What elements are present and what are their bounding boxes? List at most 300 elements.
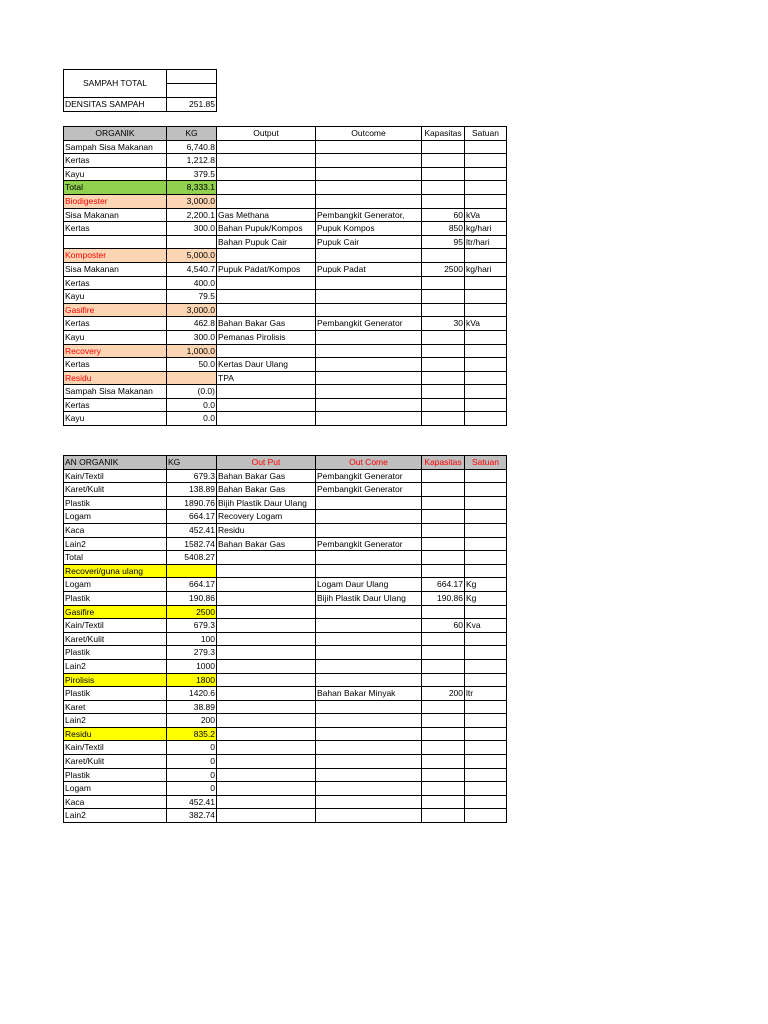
organik-cell[interactable] [465,290,507,304]
organik-cell[interactable]: Biodigester [64,194,167,208]
anorganik-cell[interactable]: 664.17 [167,510,217,524]
organik-cell[interactable]: 2500 [422,262,465,276]
organik-cell[interactable]: Kayu [64,290,167,304]
anorganik-cell[interactable] [217,564,316,578]
anorganik-cell[interactable] [465,727,507,741]
organik-cell[interactable]: Gasifire [64,303,167,317]
anorganik-cell[interactable] [217,727,316,741]
anorganik-cell[interactable]: 0 [167,741,217,755]
anorganik-cell[interactable]: 0 [167,768,217,782]
anorganik-cell[interactable] [422,714,465,728]
organik-cell[interactable]: Bahan Pupuk Cair [217,235,316,249]
organik-cell[interactable] [64,235,167,249]
anorganik-cell[interactable]: Bijih Plastik Daur Ulang [316,591,422,605]
organik-cell[interactable]: (0.0) [167,385,217,399]
anorganik-cell[interactable] [217,632,316,646]
anorganik-cell[interactable] [217,659,316,673]
anorganik-cell[interactable] [422,768,465,782]
organik-header-cell[interactable]: Output [217,127,316,141]
organik-cell[interactable]: 462.8 [167,317,217,331]
organik-cell[interactable] [217,167,316,181]
anorganik-cell[interactable]: Kg [465,578,507,592]
anorganik-cell[interactable] [316,619,422,633]
anorganik-cell[interactable]: Kaca [64,523,167,537]
anorganik-cell[interactable] [465,795,507,809]
organik-cell[interactable] [465,276,507,290]
anorganik-cell[interactable] [316,523,422,537]
organik-cell[interactable]: 2,200.1 [167,208,217,222]
organik-cell[interactable]: Kertas [64,276,167,290]
anorganik-cell[interactable] [316,782,422,796]
anorganik-cell[interactable] [316,755,422,769]
anorganik-cell[interactable] [217,700,316,714]
anorganik-cell[interactable] [316,741,422,755]
organik-cell[interactable] [217,181,316,195]
anorganik-cell[interactable] [422,700,465,714]
anorganik-cell[interactable] [465,564,507,578]
anorganik-cell[interactable] [217,795,316,809]
anorganik-cell[interactable]: 190.86 [167,591,217,605]
organik-cell[interactable] [422,181,465,195]
anorganik-cell[interactable]: 38.89 [167,700,217,714]
organik-cell[interactable] [217,385,316,399]
organik-cell[interactable]: Pembangkit Generator, [316,208,422,222]
anorganik-cell[interactable]: Karet/Kulit [64,755,167,769]
anorganik-cell[interactable] [316,714,422,728]
organik-header-cell[interactable]: Outcome [316,127,422,141]
anorganik-cell[interactable] [465,809,507,823]
anorganik-cell[interactable] [217,619,316,633]
anorganik-cell[interactable] [422,795,465,809]
organik-cell[interactable] [316,194,422,208]
anorganik-cell[interactable] [422,605,465,619]
organik-cell[interactable] [422,385,465,399]
anorganik-cell[interactable]: 5408.27 [167,551,217,565]
organik-cell[interactable]: Pupuk Padat [316,262,422,276]
organik-cell[interactable]: Residu [64,371,167,385]
organik-cell[interactable]: Kayu [64,167,167,181]
organik-cell[interactable]: Kertas [64,398,167,412]
anorganik-cell[interactable]: 1420.6 [167,687,217,701]
organik-cell[interactable] [217,398,316,412]
anorganik-cell[interactable] [316,496,422,510]
organik-cell[interactable]: 850 [422,222,465,236]
organik-cell[interactable]: 3,000.0 [167,303,217,317]
organik-cell[interactable]: 0.0 [167,412,217,426]
organik-cell[interactable] [316,344,422,358]
anorganik-cell[interactable] [316,510,422,524]
organik-cell[interactable] [422,167,465,181]
organik-header-cell[interactable]: ORGANIK [64,127,167,141]
organik-cell[interactable] [316,330,422,344]
anorganik-cell[interactable] [422,632,465,646]
anorganik-cell[interactable] [316,605,422,619]
anorganik-cell[interactable] [422,564,465,578]
organik-cell[interactable] [465,358,507,372]
organik-cell[interactable]: Sisa Makanan [64,262,167,276]
organik-cell[interactable] [422,412,465,426]
anorganik-cell[interactable] [316,659,422,673]
anorganik-cell[interactable] [422,483,465,497]
anorganik-cell[interactable]: 835.2 [167,727,217,741]
organik-cell[interactable]: Recovery [64,344,167,358]
organik-cell[interactable]: Total [64,181,167,195]
organik-cell[interactable] [422,249,465,263]
anorganik-cell[interactable]: Kain/Textil [64,469,167,483]
anorganik-table-row [64,483,507,497]
organik-cell[interactable]: 3,000.0 [167,194,217,208]
anorganik-cell[interactable]: Residu [217,523,316,537]
anorganik-cell[interactable] [316,768,422,782]
anorganik-cell[interactable]: 452.41 [167,795,217,809]
anorganik-cell[interactable]: 0 [167,755,217,769]
anorganik-cell[interactable] [465,646,507,660]
anorganik-cell[interactable]: 200 [167,714,217,728]
anorganik-cell[interactable]: Bahan Bakar Gas [217,469,316,483]
anorganik-cell[interactable]: Kain/Textil [64,619,167,633]
anorganik-cell[interactable]: Logam [64,510,167,524]
organik-cell[interactable]: Pemanas Pirolisis [217,330,316,344]
organik-cell[interactable]: 6,740.8 [167,140,217,154]
anorganik-cell[interactable]: 190.86 [422,591,465,605]
organik-cell[interactable]: 1,000.0 [167,344,217,358]
anorganik-cell[interactable] [316,795,422,809]
anorganik-cell[interactable]: Recoveri/guna ulang [64,564,167,578]
anorganik-cell[interactable] [217,755,316,769]
anorganik-cell[interactable]: 1000 [167,659,217,673]
anorganik-cell[interactable]: 1800 [167,673,217,687]
organik-cell[interactable]: kVa [465,208,507,222]
organik-cell[interactable] [217,154,316,168]
organik-cell[interactable]: 1,212.8 [167,154,217,168]
anorganik-cell[interactable] [465,496,507,510]
anorganik-cell[interactable] [217,551,316,565]
anorganik-cell[interactable] [217,605,316,619]
organik-cell[interactable]: Kayu [64,412,167,426]
anorganik-cell[interactable] [422,537,465,551]
anorganik-cell[interactable]: Logam [64,578,167,592]
organik-cell[interactable]: 0.0 [167,398,217,412]
summary-total-label[interactable]: SAMPAH TOTAL [64,70,167,98]
anorganik-cell[interactable] [465,755,507,769]
anorganik-cell[interactable]: Kaca [64,795,167,809]
anorganik-cell[interactable] [422,523,465,537]
organik-cell[interactable] [465,140,507,154]
anorganik-cell[interactable] [465,551,507,565]
organik-cell[interactable] [316,276,422,290]
anorganik-cell[interactable]: Bahan Bakar Gas [217,537,316,551]
anorganik-cell[interactable] [167,564,217,578]
anorganik-cell[interactable]: 679.3 [167,619,217,633]
organik-cell[interactable] [167,235,217,249]
organik-cell[interactable] [316,249,422,263]
anorganik-cell[interactable] [465,483,507,497]
anorganik-cell[interactable] [465,741,507,755]
anorganik-cell[interactable] [217,687,316,701]
anorganik-cell[interactable]: Plastik [64,591,167,605]
anorganik-cell[interactable]: 382.74 [167,809,217,823]
anorganik-cell[interactable]: Karet/Kulit [64,632,167,646]
organik-cell[interactable] [465,303,507,317]
organik-cell[interactable] [316,398,422,412]
anorganik-cell[interactable]: Bijih Plastik Daur Ulang [217,496,316,510]
anorganik-cell[interactable] [422,673,465,687]
anorganik-cell[interactable]: Plastik [64,768,167,782]
anorganik-cell[interactable] [465,469,507,483]
organik-cell[interactable]: TPA [217,371,316,385]
organik-cell[interactable]: 30 [422,317,465,331]
anorganik-cell[interactable]: Lain2 [64,537,167,551]
organik-cell[interactable] [422,358,465,372]
anorganik-cell[interactable] [422,646,465,660]
organik-cell[interactable] [316,181,422,195]
anorganik-cell[interactable] [422,551,465,565]
anorganik-header-cell[interactable]: Out Put [217,456,316,470]
summary-total-value-2[interactable] [167,84,217,98]
anorganik-cell[interactable] [465,673,507,687]
organik-cell[interactable] [217,276,316,290]
anorganik-cell[interactable] [316,809,422,823]
anorganik-cell[interactable] [217,714,316,728]
organik-cell[interactable]: Kertas [64,317,167,331]
anorganik-cell[interactable]: Kain/Textil [64,741,167,755]
anorganik-cell[interactable] [465,523,507,537]
anorganik-cell[interactable] [316,632,422,646]
anorganik-cell[interactable]: Pembangkit Generator [316,537,422,551]
anorganik-cell[interactable]: Pembangkit Generator [316,469,422,483]
organik-cell[interactable]: Bahan Pupuk/Kompos [217,222,316,236]
organik-cell[interactable]: Kertas [64,222,167,236]
organik-cell[interactable]: 400.0 [167,276,217,290]
organik-cell[interactable]: Sampah Sisa Makanan [64,385,167,399]
organik-cell[interactable]: Kertas [64,358,167,372]
organik-header-cell[interactable]: Kapasitas [422,127,465,141]
organik-cell[interactable] [316,385,422,399]
anorganik-cell[interactable] [422,659,465,673]
anorganik-cell[interactable]: Recovery Logam [217,510,316,524]
organik-cell[interactable] [465,249,507,263]
organik-cell[interactable]: 4,540.7 [167,262,217,276]
organik-cell[interactable] [465,330,507,344]
anorganik-cell[interactable] [217,578,316,592]
organik-cell[interactable] [217,303,316,317]
organik-cell[interactable] [217,194,316,208]
organik-cell[interactable] [465,344,507,358]
organik-cell[interactable]: ltr/hari [465,235,507,249]
anorganik-cell[interactable] [217,741,316,755]
organik-cell[interactable]: Pupuk Padat/Kompos [217,262,316,276]
anorganik-cell[interactable] [316,646,422,660]
organik-cell[interactable] [465,371,507,385]
anorganik-cell[interactable] [316,700,422,714]
anorganik-cell[interactable] [316,564,422,578]
organik-cell[interactable]: kg/hari [465,222,507,236]
anorganik-cell[interactable] [465,700,507,714]
anorganik-cell[interactable]: 1582.74 [167,537,217,551]
anorganik-cell[interactable] [422,727,465,741]
organik-header-cell[interactable]: Satuan [465,127,507,141]
anorganik-cell[interactable] [316,727,422,741]
organik-cell[interactable] [316,358,422,372]
organik-cell[interactable]: kg/hari [465,262,507,276]
anorganik-cell[interactable]: 0 [167,782,217,796]
organik-cell[interactable]: kVa [465,317,507,331]
anorganik-cell[interactable] [422,755,465,769]
anorganik-cell[interactable]: 60 [422,619,465,633]
organik-cell[interactable] [316,140,422,154]
organik-cell[interactable]: 379.5 [167,167,217,181]
anorganik-cell[interactable] [422,782,465,796]
anorganik-cell[interactable] [422,809,465,823]
anorganik-cell[interactable]: 1890.76 [167,496,217,510]
organik-cell[interactable]: Gas Methana [217,208,316,222]
anorganik-cell[interactable] [465,714,507,728]
organik-cell[interactable] [422,344,465,358]
organik-cell[interactable] [465,412,507,426]
anorganik-cell[interactable]: 664.17 [167,578,217,592]
anorganik-header-cell[interactable]: Out Come [316,456,422,470]
organik-cell[interactable] [217,249,316,263]
anorganik-cell[interactable] [422,469,465,483]
anorganik-cell[interactable]: Karet [64,700,167,714]
organik-cell[interactable] [465,154,507,168]
anorganik-cell[interactable]: 138.89 [167,483,217,497]
anorganik-header-cell[interactable]: AN ORGANIK [64,456,167,470]
anorganik-cell[interactable] [217,591,316,605]
anorganik-cell[interactable]: 452.41 [167,523,217,537]
organik-cell[interactable] [316,303,422,317]
anorganik-cell[interactable] [422,741,465,755]
organik-cell[interactable]: 60 [422,208,465,222]
anorganik-header-cell[interactable]: Satuan [465,456,507,470]
organik-cell[interactable] [422,303,465,317]
organik-cell[interactable] [422,330,465,344]
anorganik-cell[interactable]: Lain2 [64,659,167,673]
organik-cell[interactable] [316,412,422,426]
organik-cell[interactable]: Kertas [64,154,167,168]
anorganik-cell[interactable]: Pembangkit Generator [316,483,422,497]
organik-cell[interactable]: Bahan Bakar Gas [217,317,316,331]
anorganik-cell[interactable] [465,782,507,796]
anorganik-header-cell[interactable]: KG [167,456,217,470]
anorganik-cell[interactable] [465,768,507,782]
organik-cell[interactable]: Kertas Daur Ulang [217,358,316,372]
organik-cell[interactable] [217,140,316,154]
anorganik-cell[interactable]: Kg [465,591,507,605]
anorganik-cell[interactable] [217,673,316,687]
anorganik-cell[interactable]: Total [64,551,167,565]
organik-cell[interactable] [167,371,217,385]
anorganik-cell[interactable]: Kva [465,619,507,633]
anorganik-cell[interactable] [217,768,316,782]
organik-cell[interactable] [465,194,507,208]
organik-header-cell[interactable]: KG [167,127,217,141]
anorganik-cell[interactable] [217,646,316,660]
organik-cell[interactable] [422,276,465,290]
anorganik-cell[interactable]: ltr [465,687,507,701]
anorganik-cell[interactable]: Lain2 [64,714,167,728]
anorganik-cell[interactable] [465,659,507,673]
anorganik-cell[interactable]: Plastik [64,687,167,701]
anorganik-cell[interactable]: Bahan Bakar Minyak [316,687,422,701]
anorganik-cell[interactable]: 679.3 [167,469,217,483]
organik-cell[interactable] [422,154,465,168]
organik-cell[interactable] [465,167,507,181]
anorganik-header-cell[interactable]: Kapasitas [422,456,465,470]
anorganik-cell[interactable]: Gasifire [64,605,167,619]
organik-cell[interactable] [465,181,507,195]
anorganik-cell[interactable] [316,551,422,565]
anorganik-cell[interactable]: Bahan Bakar Gas [217,483,316,497]
anorganik-cell[interactable] [422,496,465,510]
organik-cell[interactable]: 79.5 [167,290,217,304]
organik-cell[interactable] [422,194,465,208]
organik-cell[interactable] [422,371,465,385]
organik-cell[interactable]: 95 [422,235,465,249]
organik-cell[interactable] [465,385,507,399]
organik-cell[interactable]: Komposter [64,249,167,263]
organik-cell[interactable] [316,371,422,385]
organik-cell[interactable] [422,140,465,154]
anorganik-cell[interactable]: 100 [167,632,217,646]
anorganik-cell[interactable] [465,632,507,646]
organik-cell[interactable] [316,290,422,304]
organik-cell[interactable]: 300.0 [167,330,217,344]
anorganik-cell[interactable]: 200 [422,687,465,701]
organik-cell[interactable] [422,290,465,304]
anorganik-cell[interactable] [316,673,422,687]
anorganik-cell[interactable]: Plastik [64,496,167,510]
anorganik-cell[interactable]: Pirolisis [64,673,167,687]
anorganik-cell[interactable] [422,510,465,524]
summary-density-value[interactable]: 251.85 [167,98,217,112]
organik-cell[interactable]: 300.0 [167,222,217,236]
organik-cell[interactable]: Kayu [64,330,167,344]
anorganik-cell[interactable]: 2500 [167,605,217,619]
organik-cell[interactable]: 50.0 [167,358,217,372]
organik-cell[interactable]: 5,000.0 [167,249,217,263]
organik-cell[interactable]: 8,333.1 [167,181,217,195]
organik-cell[interactable]: Pupuk Cair [316,235,422,249]
anorganik-cell[interactable]: Logam [64,782,167,796]
organik-cell[interactable] [217,290,316,304]
summary-total-value-1[interactable] [167,70,217,84]
anorganik-cell[interactable] [465,510,507,524]
organik-cell[interactable] [422,398,465,412]
organik-cell[interactable]: Sisa Makanan [64,208,167,222]
anorganik-cell[interactable]: 664.17 [422,578,465,592]
organik-cell[interactable] [217,412,316,426]
anorganik-cell[interactable]: Plastik [64,646,167,660]
organik-cell[interactable]: Pembangkit Generator [316,317,422,331]
organik-cell[interactable] [316,167,422,181]
anorganik-cell[interactable] [465,605,507,619]
summary-density-label[interactable]: DENSITAS SAMPAH [64,98,167,112]
anorganik-cell[interactable]: Lain2 [64,809,167,823]
anorganik-cell[interactable]: 279.3 [167,646,217,660]
anorganik-cell[interactable]: Karet/Kulit [64,483,167,497]
anorganik-cell[interactable] [465,537,507,551]
anorganik-cell[interactable]: Residu [64,727,167,741]
organik-cell[interactable] [465,398,507,412]
organik-cell[interactable] [217,344,316,358]
anorganik-cell[interactable]: Logam Daur Ulang [316,578,422,592]
anorganik-cell[interactable] [217,809,316,823]
organik-cell[interactable] [316,154,422,168]
organik-cell[interactable]: Pupuk Kompos [316,222,422,236]
organik-cell[interactable]: Sampah Sisa Makanan [64,140,167,154]
anorganik-cell[interactable] [217,782,316,796]
